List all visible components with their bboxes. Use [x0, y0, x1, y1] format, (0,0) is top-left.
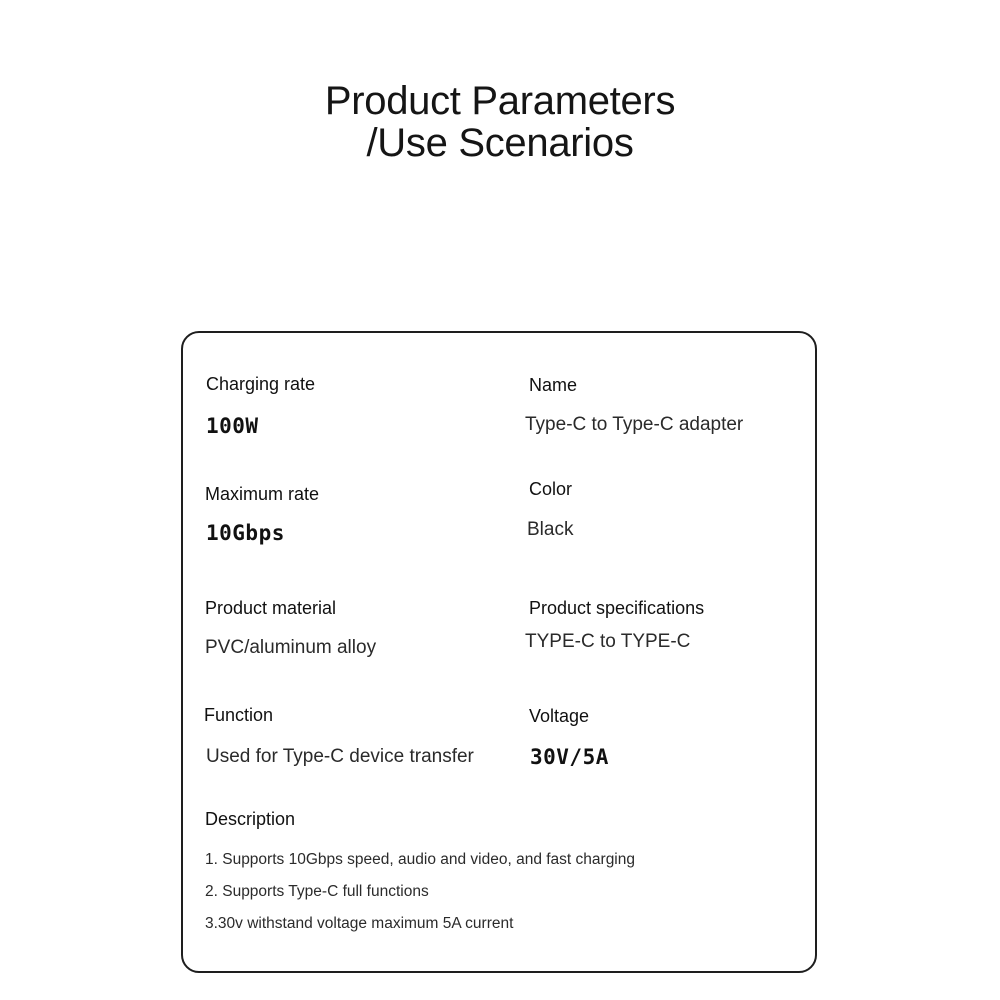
product-specifications-value: TYPE-C to TYPE-C — [525, 631, 691, 652]
voltage-label: Voltage — [529, 706, 590, 726]
product-specifications-label: Product specifications — [529, 598, 705, 618]
charging-rate-label: Charging rate — [206, 374, 316, 394]
description-item: 1. Supports 10Gbps speed, audio and video, and fast charging — [205, 851, 635, 868]
charging-rate-value: 100W — [206, 414, 259, 438]
product-material-label: Product material — [205, 598, 337, 618]
function-value: Used for Type-C device transfer — [206, 746, 474, 767]
function-label: Function — [204, 705, 274, 725]
maximum-rate-value: 10Gbps — [206, 521, 285, 545]
description-label: Description — [205, 809, 296, 829]
product-material-value: PVC/aluminum alloy — [205, 637, 377, 658]
description-item: 3.30v withstand voltage maximum 5A current — [205, 915, 514, 932]
name-value: Type-C to Type-C adapter — [525, 414, 744, 435]
description-item: 2. Supports Type-C full functions — [205, 883, 429, 900]
parameters-card — [181, 331, 817, 973]
name-label: Name — [529, 375, 578, 395]
page-title — [0, 80, 1000, 164]
description-list — [205, 849, 635, 945]
color-label: Color — [529, 479, 573, 499]
maximum-rate-label: Maximum rate — [205, 484, 320, 504]
page-title-line-1: Product Parameters — [324, 79, 676, 123]
color-value: Black — [527, 519, 574, 540]
page-title-line-2: /Use Scenarios — [366, 121, 634, 165]
voltage-value: 30V/5A — [530, 745, 609, 769]
